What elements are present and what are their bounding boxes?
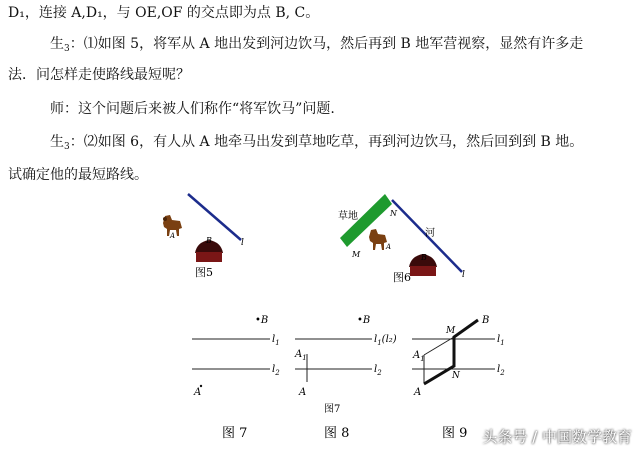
- text-line-1: D₁，连接 A,D₁，与 OE,OF 的交点即为点 B, C。: [8, 5, 320, 21]
- line-l2-label: $l_2$: [374, 364, 382, 377]
- figure-7-mid-caption: 图7: [324, 404, 341, 415]
- point-b-label: B: [421, 253, 427, 262]
- horse-icon: [369, 229, 387, 250]
- speaker: 生: [50, 36, 64, 52]
- figure-8-caption: 图 8: [324, 426, 350, 441]
- point-m-label: M: [446, 326, 456, 336]
- watermark: 头条号 / 中国数学教育: [482, 428, 632, 446]
- point-a1-label: $A_1$: [295, 349, 307, 362]
- point-b-label: •B: [255, 315, 269, 326]
- segment-a1-m: [424, 337, 454, 355]
- line-l-label: l: [462, 270, 465, 280]
- figure-8: [294, 315, 397, 441]
- point-a-label: A: [170, 232, 176, 240]
- line-l2-label: $l_2$: [497, 364, 505, 377]
- point-n-label: N: [452, 371, 460, 381]
- point-b-label: •B: [357, 315, 371, 326]
- point-a-label: A: [299, 387, 307, 398]
- point-b-label: B: [206, 236, 212, 245]
- text-content: ：⑴如图 5，将军从 A 地出发到河边饮马，然后再到 B 地军营视察，显然有许多走: [69, 36, 584, 52]
- figure-5-caption: 图5: [195, 266, 213, 279]
- line-l1-label: $l_1$: [272, 334, 280, 347]
- river-label: 河: [425, 228, 435, 239]
- text-content: ：⑵如图 6，有人从 A 地牵马出发到草地吃草，再到河边饮马，然后回到到 B 地。: [69, 134, 584, 150]
- point-a1-label: $A_1$: [413, 350, 425, 363]
- figure-6: [338, 194, 465, 284]
- point-a-label: A: [386, 243, 392, 251]
- figure-7-caption: 图 7: [222, 426, 248, 441]
- text-line-3: 法．问怎样走使路线最短呢？: [8, 67, 190, 83]
- speaker-sub: 3: [64, 142, 70, 152]
- figure-9-caption: 图 9: [442, 426, 468, 441]
- point-b-label: B: [482, 315, 490, 326]
- figure-7: [192, 315, 280, 441]
- point-a-label: A: [414, 387, 422, 398]
- point-n-label: N: [390, 209, 397, 218]
- point-m-label: M: [352, 250, 361, 259]
- figure-5: [163, 194, 244, 279]
- speaker: 生: [50, 134, 64, 150]
- text-line-6: 试确定他的最短路线。: [8, 167, 148, 183]
- point-a-label: A: [194, 387, 202, 398]
- figure-6-caption: 图6: [393, 271, 411, 284]
- line-l1-label: $l_1$: [497, 334, 505, 347]
- river-line: [188, 194, 241, 240]
- line-l-label: l: [241, 238, 244, 248]
- speaker-sub: 3: [64, 44, 70, 54]
- line-l2-label: $l_2$: [272, 364, 280, 377]
- line-l1-label: $l_1(l_2)$: [374, 334, 397, 347]
- text-line-4: 师：这个问题后来被人们称作“将军饮马”问题.: [50, 101, 335, 117]
- grass-label: 草地: [338, 211, 358, 222]
- figure-9: [412, 315, 505, 441]
